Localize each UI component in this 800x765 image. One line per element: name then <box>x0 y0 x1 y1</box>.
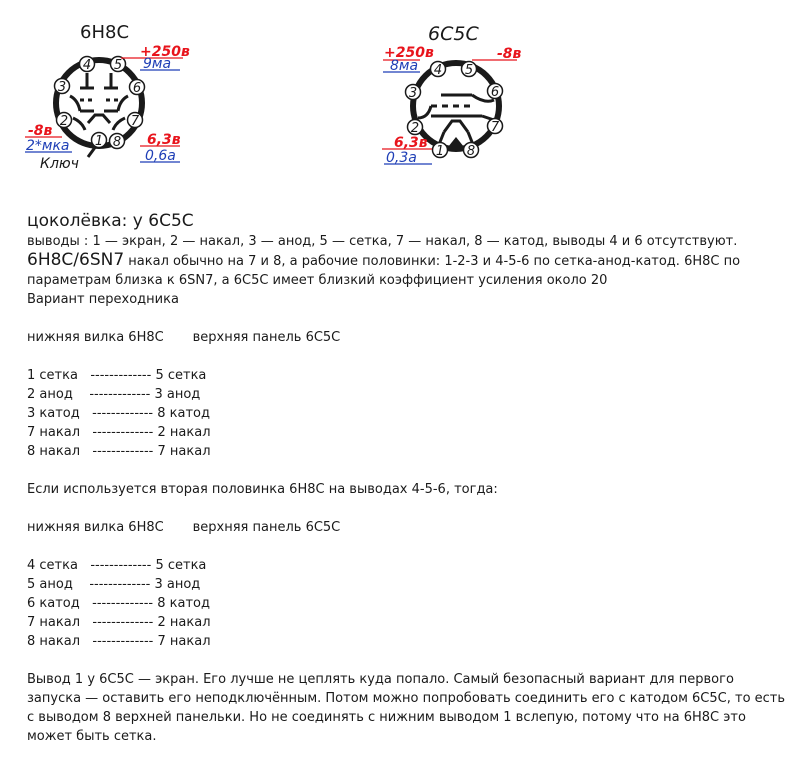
pin-number: 1 <box>435 144 445 159</box>
pin-number: 6 <box>490 85 500 100</box>
pins-description: выводы : 1 — экран, 2 — накал, 3 — анод, 5 — сетка, 7 — накал, 8 — катод, выводы 4 и 6 отсутствуют. <box>27 234 738 249</box>
grid-current-left: 2*мка <box>26 138 70 154</box>
heater-current-left: 0,6а <box>145 148 176 164</box>
key-notch <box>448 137 464 147</box>
pin-number: 7 <box>490 120 500 135</box>
grid-voltage-right: -8в <box>497 46 522 62</box>
spacer <box>27 461 787 480</box>
spacer <box>27 537 787 556</box>
diagram-6s5s <box>382 23 522 166</box>
second-half-note: Если используется вторая половинка 6Н8С на выводах 4-5-6, тогда: <box>27 482 498 497</box>
tube-pinout-diagrams <box>0 0 800 200</box>
heater-current-right: 0,3а <box>386 150 417 166</box>
diagram-6n8s <box>25 22 190 172</box>
diagram-left-title: 6Н8С <box>80 22 130 43</box>
spacer <box>27 347 787 366</box>
pin-number: 1 <box>94 134 104 149</box>
mapping-row: 8 накал ------------- 7 накал <box>27 444 211 459</box>
anode-voltage-right: +250в <box>384 45 434 61</box>
heater-voltage-left: 6,3в <box>147 132 181 148</box>
pin-mapping-1 <box>27 366 787 461</box>
anode-voltage-left: +250в <box>140 44 190 60</box>
anode-current-right: 8ма <box>390 58 419 74</box>
mapping-row: 7 накал ------------- 2 накал <box>27 425 211 440</box>
pin-number: 4 <box>82 58 92 73</box>
pinout-svg <box>0 0 800 200</box>
mapping-row: 8 накал ------------- 7 накал <box>27 634 211 649</box>
mapping-row: 3 катод ------------- 8 катод <box>27 406 210 421</box>
pin-number: 5 <box>464 63 474 78</box>
pin-number: 2 <box>59 114 69 129</box>
spacer <box>27 651 787 670</box>
pin-number: 6 <box>132 81 142 96</box>
spacer <box>27 309 787 328</box>
mapping-row: 4 сетка ------------- 5 сетка <box>27 558 207 573</box>
mapping-header-1: нижняя вилка 6Н8С верхняя панель 6С5С <box>27 330 341 345</box>
mapping-row: 6 катод ------------- 8 катод <box>27 596 210 611</box>
anode-current-left: 9ма <box>143 56 172 72</box>
adapter-variant-label: Вариант переходника <box>27 292 179 307</box>
mapping-row: 2 анод ------------- 3 анод <box>27 387 201 402</box>
pinout-heading: цоколёвка: у 6С5С <box>27 211 194 231</box>
article-text <box>27 210 787 746</box>
diagram-right-title: 6С5С <box>428 23 479 45</box>
screen-pin-note: Вывод 1 у 6С5С — экран. Его лучше не цеплять куда попало. Самый безопасный вариант для первого запуска — оставить его неподключённым. Потом можно попробовать соединить его с катодом 6С5С, то есть с выводом 8 верхней панельки. Но не соединять с нижним выводом 1 вслепую, потому что на 6Н8С это может быть сетка. <box>27 672 786 744</box>
mapping-header-2: нижняя вилка 6Н8С верхняя панель 6С5С <box>27 520 341 535</box>
pin-number: 8 <box>112 135 122 150</box>
grid-voltage-left: -8в <box>28 123 53 139</box>
tube-model-label: 6Н8С/6SN7 <box>27 250 125 270</box>
key-label: Ключ <box>40 156 79 172</box>
pin-number: 5 <box>113 58 123 73</box>
pin-number: 7 <box>130 114 140 129</box>
pin-number: 2 <box>410 121 420 136</box>
compat-text: накал обычно на 7 и 8, а рабочие половинки: 1-2-3 и 4-5-6 по сетка-анод-катод. 6Н8С по параметрам близка к 6SN7, а 6С5С имеет близкий коэффициент усиления около 20 <box>27 254 741 288</box>
pin-number: 3 <box>408 86 418 101</box>
pin-number: 4 <box>433 63 443 78</box>
spacer <box>27 499 787 518</box>
heater-voltage-right: 6,3в <box>394 135 428 151</box>
pin-number: 3 <box>57 80 67 95</box>
compat-paragraph <box>27 251 787 290</box>
mapping-row: 5 анод ------------- 3 анод <box>27 577 201 592</box>
pin-mapping-2 <box>27 556 787 651</box>
mapping-row: 1 сетка ------------- 5 сетка <box>27 368 207 383</box>
mapping-row: 7 накал ------------- 2 накал <box>27 615 211 630</box>
pin-number: 8 <box>466 144 476 159</box>
